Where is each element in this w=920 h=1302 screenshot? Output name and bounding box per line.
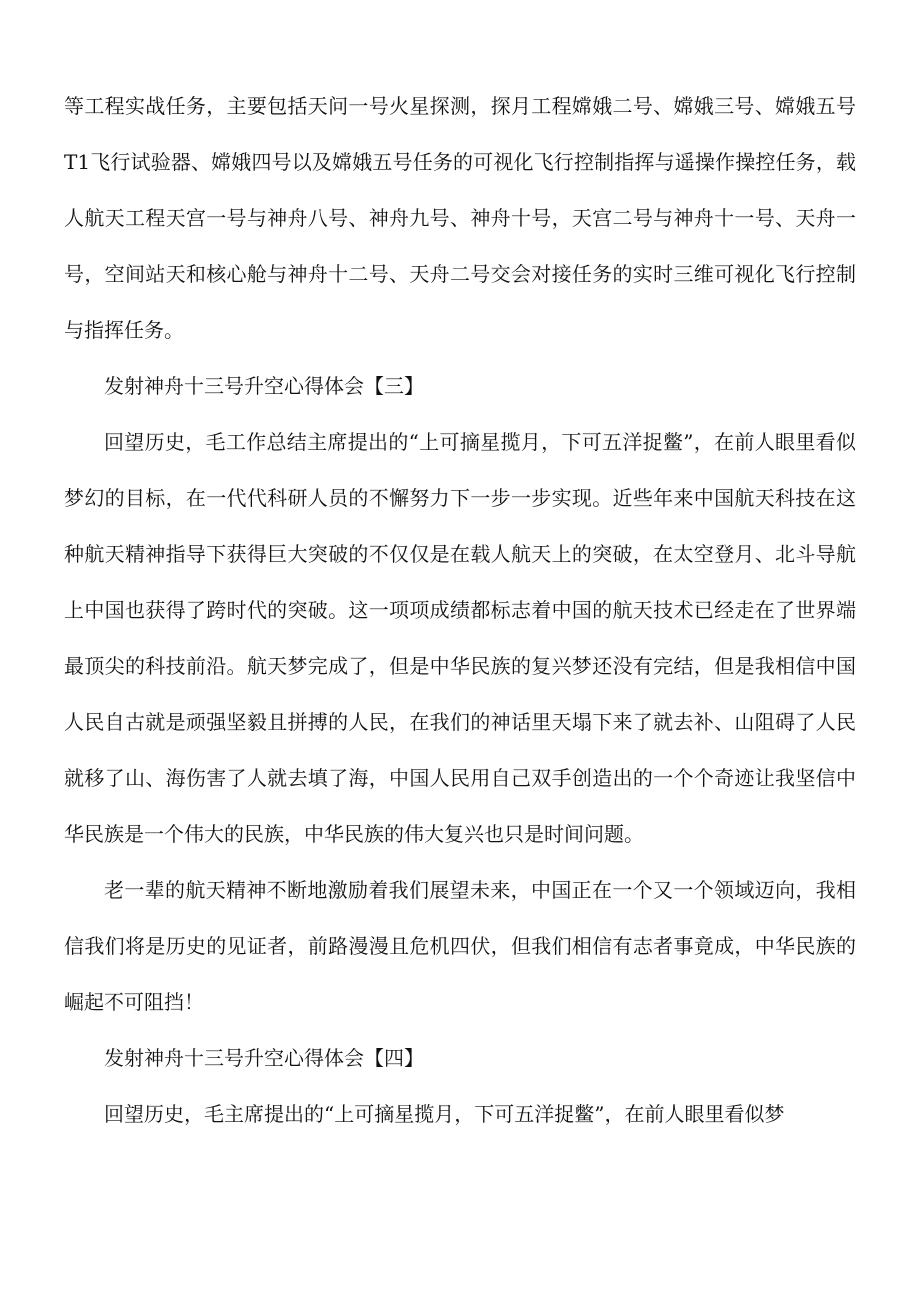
document-page: [64, 78, 856, 1142]
section-heading-four: 发射神舟十三号升空心得体会【四】: [104, 1046, 424, 1070]
paragraph-history: 回望历史，毛工作总结主席提出的“上可摘星揽月，下可五洋捉鳖”，在前人眼里看似梦幻的目标，在一代代科研人员的不懈努力下一步一步实现。近些年来中国航天科技在这种航天精神指导下获得巨大突破的不仅仅是在载人航天上的突破，在太空登月、北斗导航上中国也获得了跨时代的突破。这一项项成绩都标志着中国的航天技术已经走在了世界端最顶尖的科技前沿。航天梦完成了，但是中华民族的复兴梦还没有完结，但是我相信中国人民自古就是顽强坚毅且拼搏的人民，在我们的神话里天塌下来了就去补、山阻碍了人民就移了山、海伤害了人就去填了海，中国人民用自己双手创造出的一个个奇迹让我坚信中华民族是一个伟大的民族，中华民族的伟大复兴也只是时间问题。: [64, 430, 856, 846]
paragraph-continuation: 等工程实战任务，主要包括天问一号火星探测，探月工程嫦娥二号、嫦娥三号、嫦娥五号T1飞行试验器、嫦娥四号以及嫦娥五号任务的可视化飞行控制指挥与遥操作操控任务，载人航天工程天宫一号与神舟八号、神舟九号、神舟十号，天宫二号与神舟十一号、天舟一号，空间站天和核心舱与神舟十二号、天舟二号交会对接任务的实时三维可视化飞行控制与指挥任务。: [64, 94, 856, 342]
paragraph-inspiration: 老一辈的航天精神不断地激励着我们展望未来，中国正在一个又一个领域迈向，我相信我们将是历史的见证者，前路漫漫且危机四伏，但我们相信有志者事竟成，中华民族的崛起不可阻挡！: [64, 878, 856, 1014]
section-heading-three: 发射神舟十三号升空心得体会【三】: [104, 374, 424, 398]
paragraph-history-cut: 回望历史，毛主席提出的“上可摘星揽月，下可五洋捉鳖”，在前人眼里看似梦: [104, 1102, 785, 1126]
